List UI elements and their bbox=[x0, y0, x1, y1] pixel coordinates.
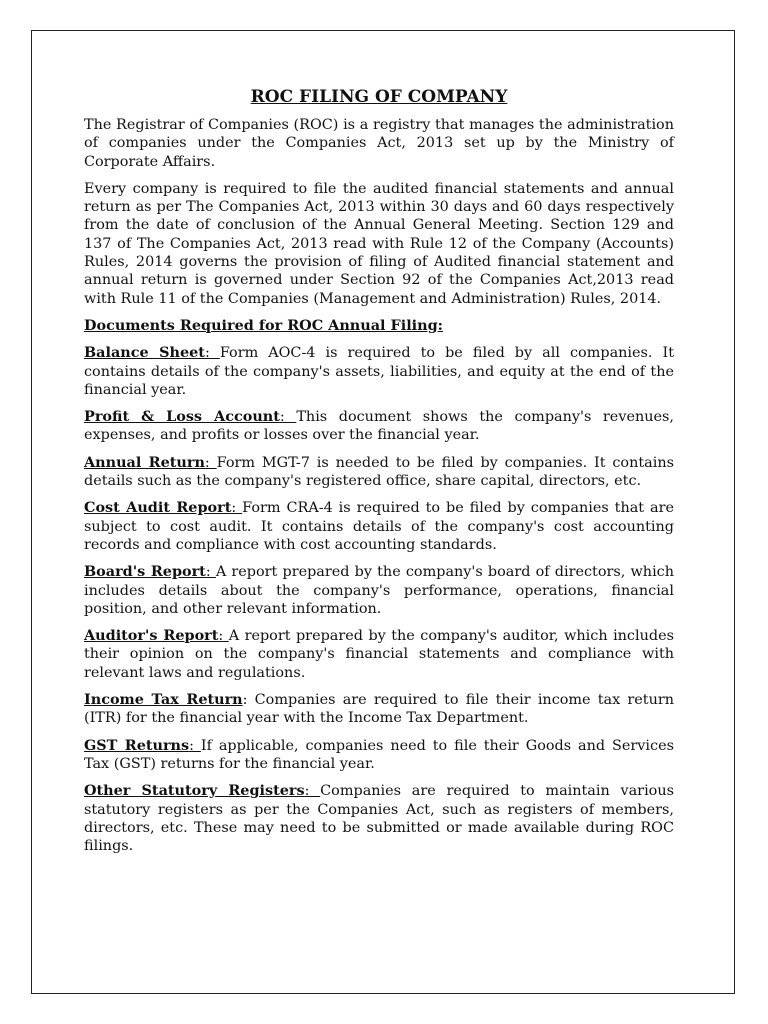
item-text: A report prepared by the company's board of directors, which includes details about the company's performance, operations, financial position, and other relevant information. bbox=[84, 564, 674, 617]
intro-paragraph: Every company is required to file the audited financial statements and annual return as per The Companies Act, 2013 within 30 days and 60 days respectively from the date of conclusion of the Annual General Meeting. Section 129 and 137 of The Companies Act, 2013 read with Rule 12 of the Company (Accounts) Rules, 2014 governs the provision of filing of Audited financial statement and annual return is governed under Section 92 of the Companies Act,2013 read with Rule 11 of the Companies (Management and Administration) Rules, 2014. bbox=[84, 180, 674, 307]
item-text: This document shows the company's revenues, expenses, and profits or losses over the financial year. bbox=[84, 409, 674, 444]
document-item bbox=[84, 737, 674, 774]
item-term: Balance Sheet bbox=[84, 344, 205, 362]
item-term: Cost Audit Report bbox=[84, 499, 232, 517]
item-text: Form AOC-4 is required to be filed by all companies. It contains details of the company's assets, liabilities, and equity at the end of the financial year. bbox=[84, 345, 674, 398]
document-item bbox=[84, 344, 674, 399]
document-body bbox=[84, 86, 674, 864]
item-separator: : bbox=[189, 737, 201, 754]
document-item bbox=[84, 454, 674, 491]
item-text: Companies are required to file their income tax return (ITR) for the financial year with the Income Tax Department. bbox=[84, 692, 674, 727]
document-item bbox=[84, 782, 674, 855]
document-item bbox=[84, 563, 674, 618]
item-separator: : bbox=[204, 454, 217, 471]
document-item bbox=[84, 408, 674, 445]
item-separator: : bbox=[242, 692, 255, 709]
document-item bbox=[84, 691, 674, 728]
document-item bbox=[84, 627, 674, 682]
document-title: ROC FILING OF COMPANY bbox=[250, 87, 508, 107]
item-separator: : bbox=[279, 409, 297, 426]
section-heading: Documents Required for ROC Annual Filing: bbox=[84, 316, 443, 334]
item-text: If applicable, companies need to file their Goods and Services Tax (GST) returns for the financial year. bbox=[84, 737, 674, 772]
item-term: Board's Report bbox=[84, 563, 206, 581]
item-term: Auditor's Report bbox=[84, 627, 219, 645]
item-term: Other Statutory Registers bbox=[84, 782, 305, 800]
item-separator: : bbox=[205, 564, 216, 581]
intro-paragraph: The Registrar of Companies (ROC) is a registry that manages the administration of companies under the Companies Act, 2013 set up by the Ministry of Corporate Affairs. bbox=[84, 117, 674, 170]
item-text: Companies are required to maintain various statutory registers as per the Companies Act, such as registers of members, directors, etc. These may need to be submitted or made available during ROC filings. bbox=[84, 783, 674, 855]
item-separator: : bbox=[218, 628, 229, 645]
item-separator: : bbox=[304, 783, 321, 800]
item-separator: : bbox=[204, 345, 220, 362]
item-separator: : bbox=[231, 500, 243, 517]
document-item bbox=[84, 499, 674, 554]
item-text: Form CRA-4 is required to be filed by companies that are subject to cost audit. It contains details of the company's cost accounting records and compliance with cost accounting standards. bbox=[84, 500, 674, 553]
item-term: Income Tax Return bbox=[84, 691, 243, 709]
item-term: Annual Return bbox=[84, 453, 205, 471]
item-text: A report prepared by the company's auditor, which includes their opinion on the company's financial statements and compliance with relevant laws and regulations. bbox=[84, 628, 674, 681]
item-term: Profit & Loss Account bbox=[84, 408, 280, 426]
item-text: Form MGT-7 is needed to be filed by companies. It contains details such as the company's registered office, share capital, directors, etc. bbox=[84, 454, 674, 490]
item-term: GST Returns bbox=[84, 736, 190, 754]
